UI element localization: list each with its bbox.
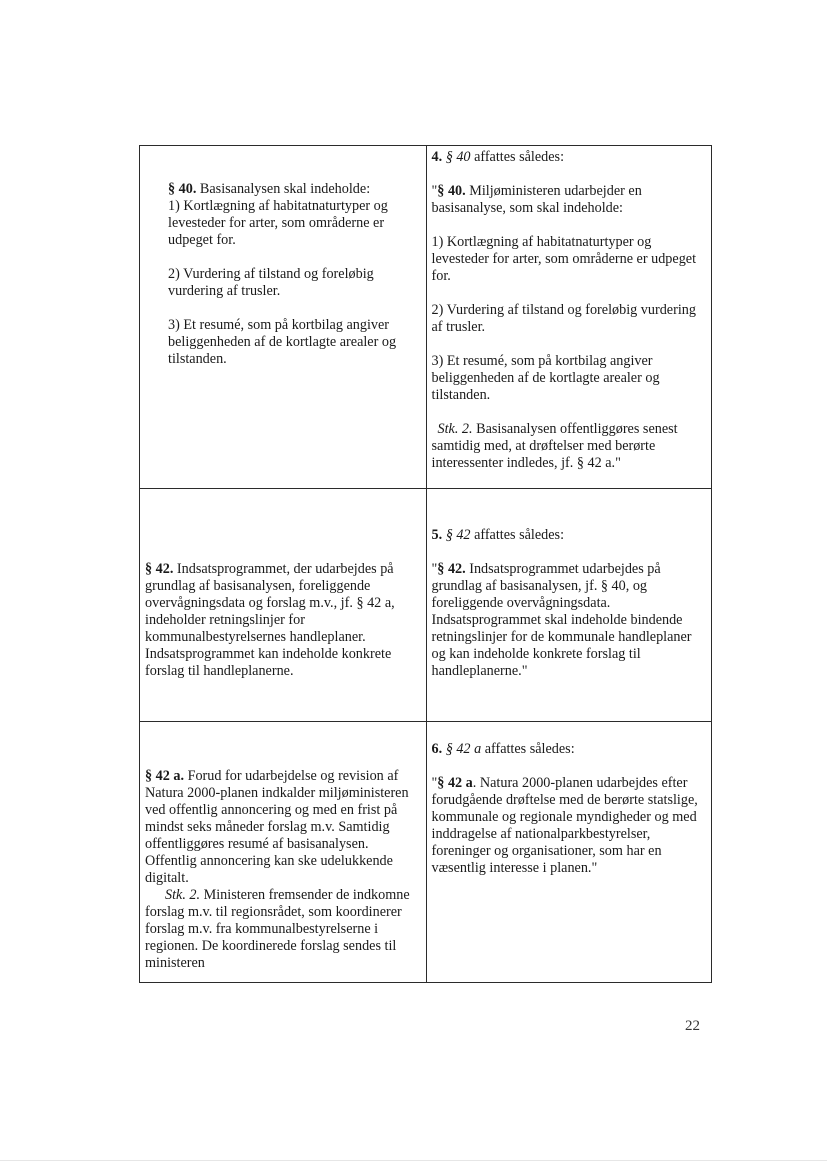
page-number: 22 bbox=[685, 1018, 700, 1034]
section-40-item-1: 1) Kortlægning af habitatnaturtyper og levesteder for arter, som områderne er udpeget for. bbox=[168, 198, 388, 248]
section-42a-text: § 42 a. Forud for udarbejdelse og revision af Natura 2000-planen indkalder miljøministeren ved offentlig annoncering og med en frist på mindst seks måneder forslag m.v. Samtidig offentliggøres resumé af basisanalysen. Offentlig annoncering kan ske udelukkende digitalt. bbox=[145, 768, 409, 886]
amendment-5-heading: 5. § 42 affattes således: bbox=[431, 527, 565, 543]
section-40-item-3: 3) Et resumé, som på kortbilag angiver beliggenheden af de kortlagte arealer og tilstanden. bbox=[168, 317, 397, 367]
new-section-40-intro: "§ 40. Miljøministeren udarbejder en basisanalyse, som skal indeholde: bbox=[431, 183, 642, 216]
new-section-42-text: "§ 42. Indsatsprogrammet udarbejdes på grundlag af basisanalysen, jf. § 40, og foreliggende overvågningsdata. Indsatsprogrammet skal indeholde bindende retningslinjer for de kommunale handleplaner og kan indeholde konkrete forslag til handleplanerne." bbox=[431, 561, 692, 679]
scan-artifact-line bbox=[0, 1160, 827, 1161]
comparison-table bbox=[139, 145, 712, 983]
current-law-cell bbox=[140, 146, 427, 489]
amendment-6-heading: 6. § 42 a affattes således: bbox=[431, 741, 575, 757]
section-42a-stk-2: Stk. 2. Ministeren fremsender de indkomne forslag m.v. til regionsrådet, som koordinerer forslag m.v. fra kommunalbestyrelserne i regionen. De koordinerede forslag sendes til ministeren bbox=[145, 887, 410, 971]
section-40-item-2: 2) Vurdering af tilstand og foreløbig vurdering af trusler. bbox=[168, 266, 374, 299]
section-42-text: § 42. Indsatsprogrammet, der udarbejdes på grundlag af basisanalysen, foreliggende overvågningsdata og forslag m.v., jf. § 42 a, indeholder retningslinjer for kommunalbestyrelsernes handleplaner. Indsatsprogrammet kan indeholde konkrete forslag til handleplanerne. bbox=[145, 561, 395, 679]
table-row bbox=[140, 146, 712, 489]
new-section-40-item-2: 2) Vurdering af tilstand og foreløbig vurdering af trusler. bbox=[431, 302, 696, 335]
current-law-cell bbox=[140, 489, 427, 722]
amendment-cell bbox=[426, 722, 712, 983]
new-section-40-item-1: 1) Kortlægning af habitatnaturtyper og levesteder for arter, som områderne er udpeget for. bbox=[431, 234, 697, 284]
current-law-cell bbox=[140, 722, 427, 983]
new-section-42a-text: "§ 42 a. Natura 2000-planen udarbejdes efter forudgående drøftelse med de berørte statslige, kommunale og regionale myndigheder og med inddragelse af nationalparkbestyrelser, foreninger og organisationer, som har en væsentlig interesse i planen." bbox=[431, 775, 698, 876]
table-row bbox=[140, 489, 712, 722]
new-section-40-item-3: 3) Et resumé, som på kortbilag angiver beliggenheden af de kortlagte arealer og tilstanden. bbox=[431, 353, 660, 403]
amendment-cell bbox=[426, 489, 712, 722]
new-section-40-stk-2: Stk. 2. Basisanalysen offentliggøres senest samtidig med, at drøftelser med berørte interessenter indledes, jf. § 42 a." bbox=[431, 421, 678, 471]
section-40-intro: § 40. Basisanalysen skal indeholde: bbox=[168, 181, 371, 197]
amendment-cell bbox=[426, 146, 712, 489]
table-row bbox=[140, 722, 712, 983]
amendment-4-heading: 4. § 40 affattes således: bbox=[431, 149, 565, 165]
